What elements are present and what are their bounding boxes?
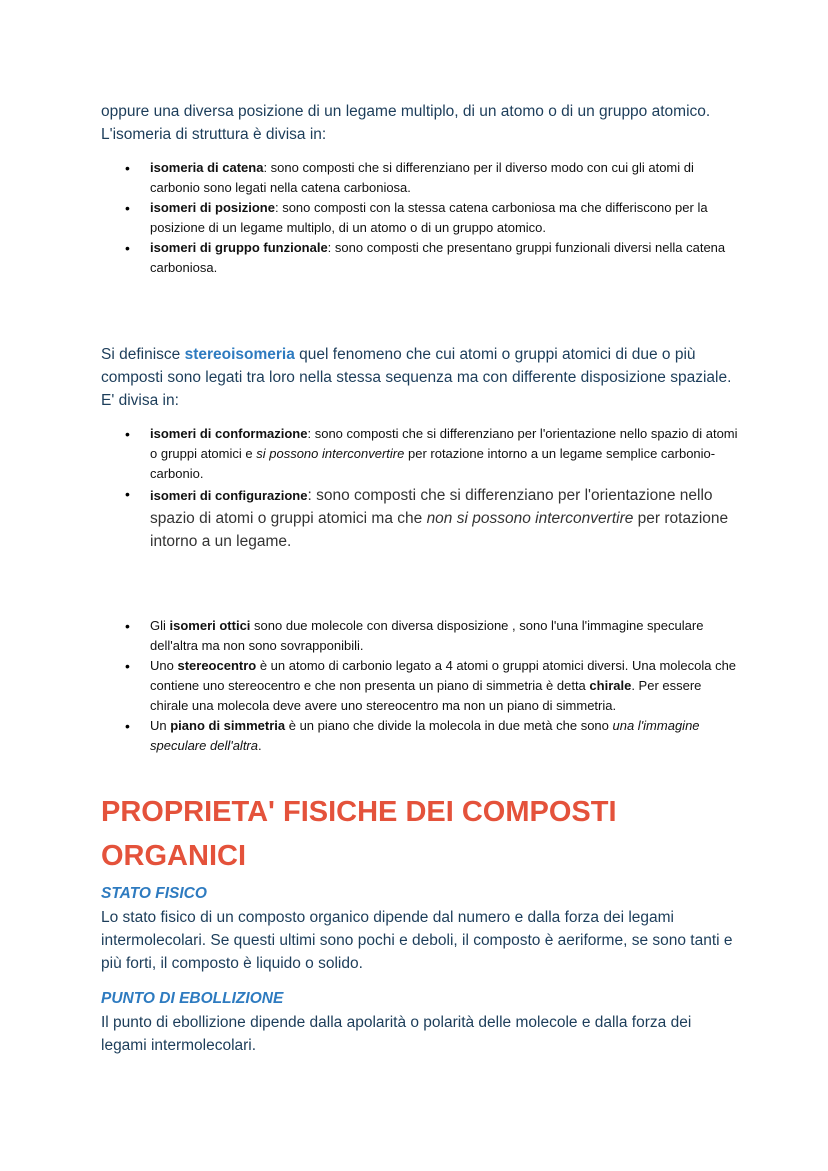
stereoisomer-list [101, 424, 741, 553]
section-title: PROPRIETA' FISICHE DEI COMPOSTI ORGANICI [101, 796, 617, 872]
intro-paragraph: oppure una diversa posizione di un legame multiplo, di un atomo o di un gruppo atomico. L'isomeria di struttura è divisa in: [101, 103, 711, 143]
optical-isomer-list [101, 616, 741, 756]
stereoisomeria-paragraph: Si definisce stereoisomeria quel fenomeno che cui atomi o gruppi atomici di due o più composti sono legati tra loro nella stessa sequenza ma con differente disposizione spaziale. E' divisa in: [101, 346, 732, 409]
stato-fisico-paragraph: Lo stato fisico di un composto organico dipende dal numero e dalla forza dei legami intermolecolari. Se questi ultimi sono pochi e deboli, il composto è aeriforme, se sono tanti e più forti, il composto è liquido o solido. [101, 909, 733, 972]
list-item: • Gli isomeri ottici sono due molecole con diversa disposizione , sono l'una l'immagine speculare dell'altra ma non sono sovrapponibili. [101, 616, 741, 656]
list-item: • isomeri di gruppo funzionale: sono composti che presentano gruppi funzionali diversi nella catena carboniosa. [101, 238, 741, 278]
list-item: • isomeri di configurazione: sono composti che si differenziano per l'orientazione nello spazio di atomi o gruppi atomici ma che non si possono interconvertire per rotazione intorno a un legame. [101, 484, 741, 553]
stereoisomeria-keyword: stereoisomeria [184, 346, 295, 363]
list-item: • Un piano di simmetria è un piano che divide la molecola in due metà che sono una l'immagine speculare dell'altra. [101, 716, 741, 756]
list-item: • isomeri di posizione: sono composti con la stessa catena carboniosa ma che differiscono per la posizione di un legame multiplo, di un atomo o di un gruppo atomico. [101, 198, 741, 238]
structure-isomer-list [101, 158, 741, 278]
list-item: • isomeri di conformazione: sono composti che si differenziano per l'orientazione nello spazio di atomi o gruppi atomici e si possono interconvertire per rotazione intorno a un legame semplice carbonio-carbonio. [101, 424, 741, 484]
list-item: • isomeria di catena: sono composti che si differenziano per il diverso modo con cui gli atomi di carbonio sono legati nella catena carboniosa. [101, 158, 741, 198]
stato-fisico-heading: STATO FISICO [101, 885, 207, 902]
list-item: • Uno stereocentro è un atomo di carbonio legato a 4 atomi o gruppi atomici diversi. Una molecola che contiene uno stereocentro e che non presenta un piano di simmetria è detta chirale. Per essere chirale una molecola deve avere uno stereocentro ma non un piano di simmetria. [101, 656, 741, 716]
punto-ebollizione-paragraph: Il punto di ebollizione dipende dalla apolarità o polarità delle molecole e dalla forza dei legami intermolecolari. [101, 1014, 692, 1054]
punto-ebollizione-heading: PUNTO DI EBOLLIZIONE [101, 990, 284, 1007]
